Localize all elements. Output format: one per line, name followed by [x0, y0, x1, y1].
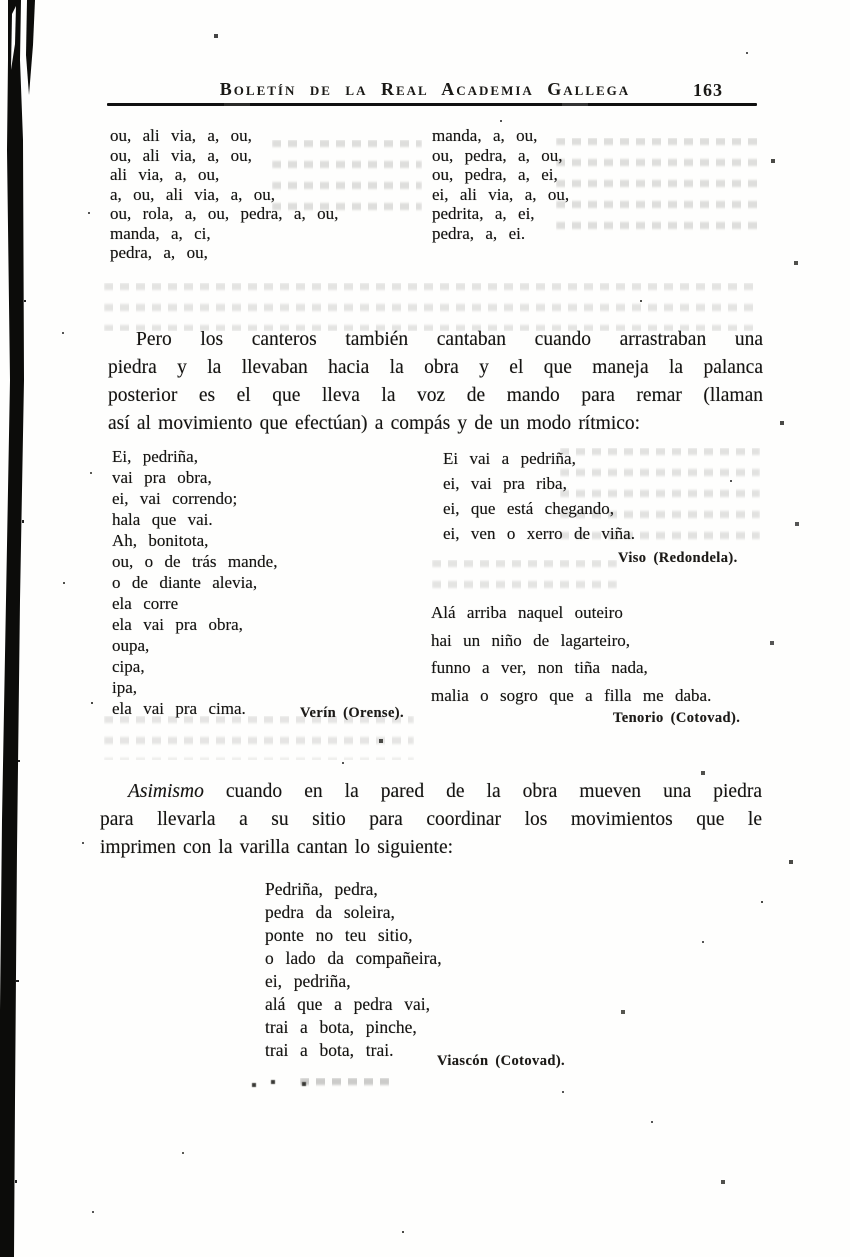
- verse-line: ei, ven o xerro de viña.: [443, 524, 635, 543]
- verse-line: ou, pedra, a, ei,: [432, 165, 558, 184]
- verse-line: pedra da soleira,: [265, 902, 395, 922]
- verse-line: hala que vai.: [112, 510, 213, 529]
- verse-line: vai pra obra,: [112, 468, 212, 487]
- verse-line: ela vai pra obra,: [112, 615, 243, 634]
- stanza1-left-column: [110, 126, 338, 263]
- verse-line: pedrita, a, ei,: [432, 204, 535, 223]
- stanza2-right-verse2: [431, 599, 711, 709]
- verse-line: pedra, a, ei.: [432, 223, 526, 243]
- stanza3-centered: [265, 878, 442, 1062]
- bleed-through-noise: [432, 560, 617, 598]
- verse-line: Ei, pedriña,: [112, 447, 198, 466]
- verse-line: ei, vai pra riba,: [443, 474, 567, 493]
- verse-line: alá que a pedra vai,: [265, 994, 430, 1014]
- paragraph-line: Pero los canteros también cantaban cuando arrastraban una: [136, 329, 763, 350]
- verse-line: ou, ali via, a, ou,: [110, 145, 252, 165]
- verse-line: o lado da compañeira,: [265, 948, 442, 968]
- verse-line: ipa,: [112, 678, 138, 697]
- binding-gutter-shadow: [0, 0, 42, 1257]
- bleed-through-noise: [104, 283, 759, 331]
- verse-line: pedra, a, ou,: [110, 243, 208, 262]
- attribution-viso: Viso (Redondela).: [618, 550, 738, 566]
- verse-line: Alá arriba naquel outeiro: [431, 603, 623, 622]
- bleed-through-noise: [104, 716, 414, 760]
- verse-line: funno a ver, non tiña nada,: [431, 658, 648, 677]
- bleed-through-noise: [300, 1078, 390, 1092]
- attribution-verin: Verín (Orense).: [300, 705, 405, 721]
- verse-line: ali via, a, ou,: [110, 165, 220, 184]
- stanza2-right-verse1: [443, 446, 635, 546]
- paragraph-line: [100, 778, 762, 806]
- verse-line: ela vai pra cima.: [112, 699, 246, 718]
- verse-line: Pedriña, pedra,: [265, 879, 378, 899]
- verse-line: ou, rola, a, ou, pedra, a, ou,: [110, 204, 339, 223]
- verse-line: ou, ali via, a, ou,: [110, 126, 252, 145]
- paragraph-line: así al movimiento que efectúan) a compás y de un modo rítmico:: [108, 413, 641, 434]
- verse-line: Ah, bonitota,: [112, 531, 209, 550]
- verse-line: ei, vai correndo;: [112, 489, 238, 508]
- verse-line: a, ou, ali via, a, ou,: [110, 184, 276, 204]
- attribution-tenorio: Tenorio (Cotovad).: [613, 710, 741, 726]
- paragraph-line: piedra y la llevaban hacia la obra y el que maneja la palanca: [108, 357, 763, 378]
- verse-line: manda, a, ci,: [110, 223, 211, 243]
- verse-line: ela corre: [112, 594, 179, 613]
- verse-line: ei, que está chegando,: [443, 499, 615, 518]
- page-number: 163: [693, 80, 723, 100]
- stanza2-left-column: [112, 446, 277, 719]
- verse-line: ou, o de trás mande,: [112, 552, 278, 571]
- verse-line: trai a bota, pinche,: [265, 1017, 417, 1037]
- verse-line: o de diante alevia,: [112, 573, 258, 592]
- paragraph-asimismo: [100, 778, 762, 862]
- verse-line: ei, ali via, a, ou,: [432, 184, 570, 204]
- verse-line: malia o sogro que a filla me daba.: [431, 685, 712, 705]
- verse-line: oupa,: [112, 636, 150, 655]
- verse-line: ou, pedra, a, ou,: [432, 145, 563, 165]
- verse-line: trai a bota, trai.: [265, 1040, 394, 1060]
- attribution-viascon: Viascón (Cotovad).: [437, 1053, 566, 1069]
- verse-line: Ei vai a pedriña,: [443, 449, 576, 468]
- stanza1-right-column: [432, 126, 569, 243]
- paragraph-line-rest: cuando en la pared de la obra mueven una piedra: [203, 781, 762, 802]
- italic-lead-word: Asimismo: [128, 781, 204, 802]
- verse-line: cipa,: [112, 657, 145, 676]
- paragraph-line: posterior es el que lleva la voz de mando para remar (llaman: [108, 385, 763, 406]
- bleed-through-noise: [556, 138, 761, 238]
- paragraph-line: para llevarla a su sitio para coordinar los movimientos que le: [100, 809, 762, 830]
- verse-line: hai un niño de lagarteiro,: [431, 630, 630, 650]
- running-head-title: Boletín de la Real Academia Gallega: [219, 79, 631, 99]
- paragraph-canteros: [108, 326, 763, 438]
- verse-line: ponte no teu sitio,: [265, 925, 413, 945]
- verse-line: ei, pedriña,: [265, 971, 351, 991]
- scan-speckles: [0, 0, 2, 2]
- header-rule: [107, 103, 757, 106]
- paragraph-line: imprimen con la varilla cantan lo siguiente:: [100, 837, 454, 858]
- verse-line: manda, a, ou,: [432, 126, 538, 145]
